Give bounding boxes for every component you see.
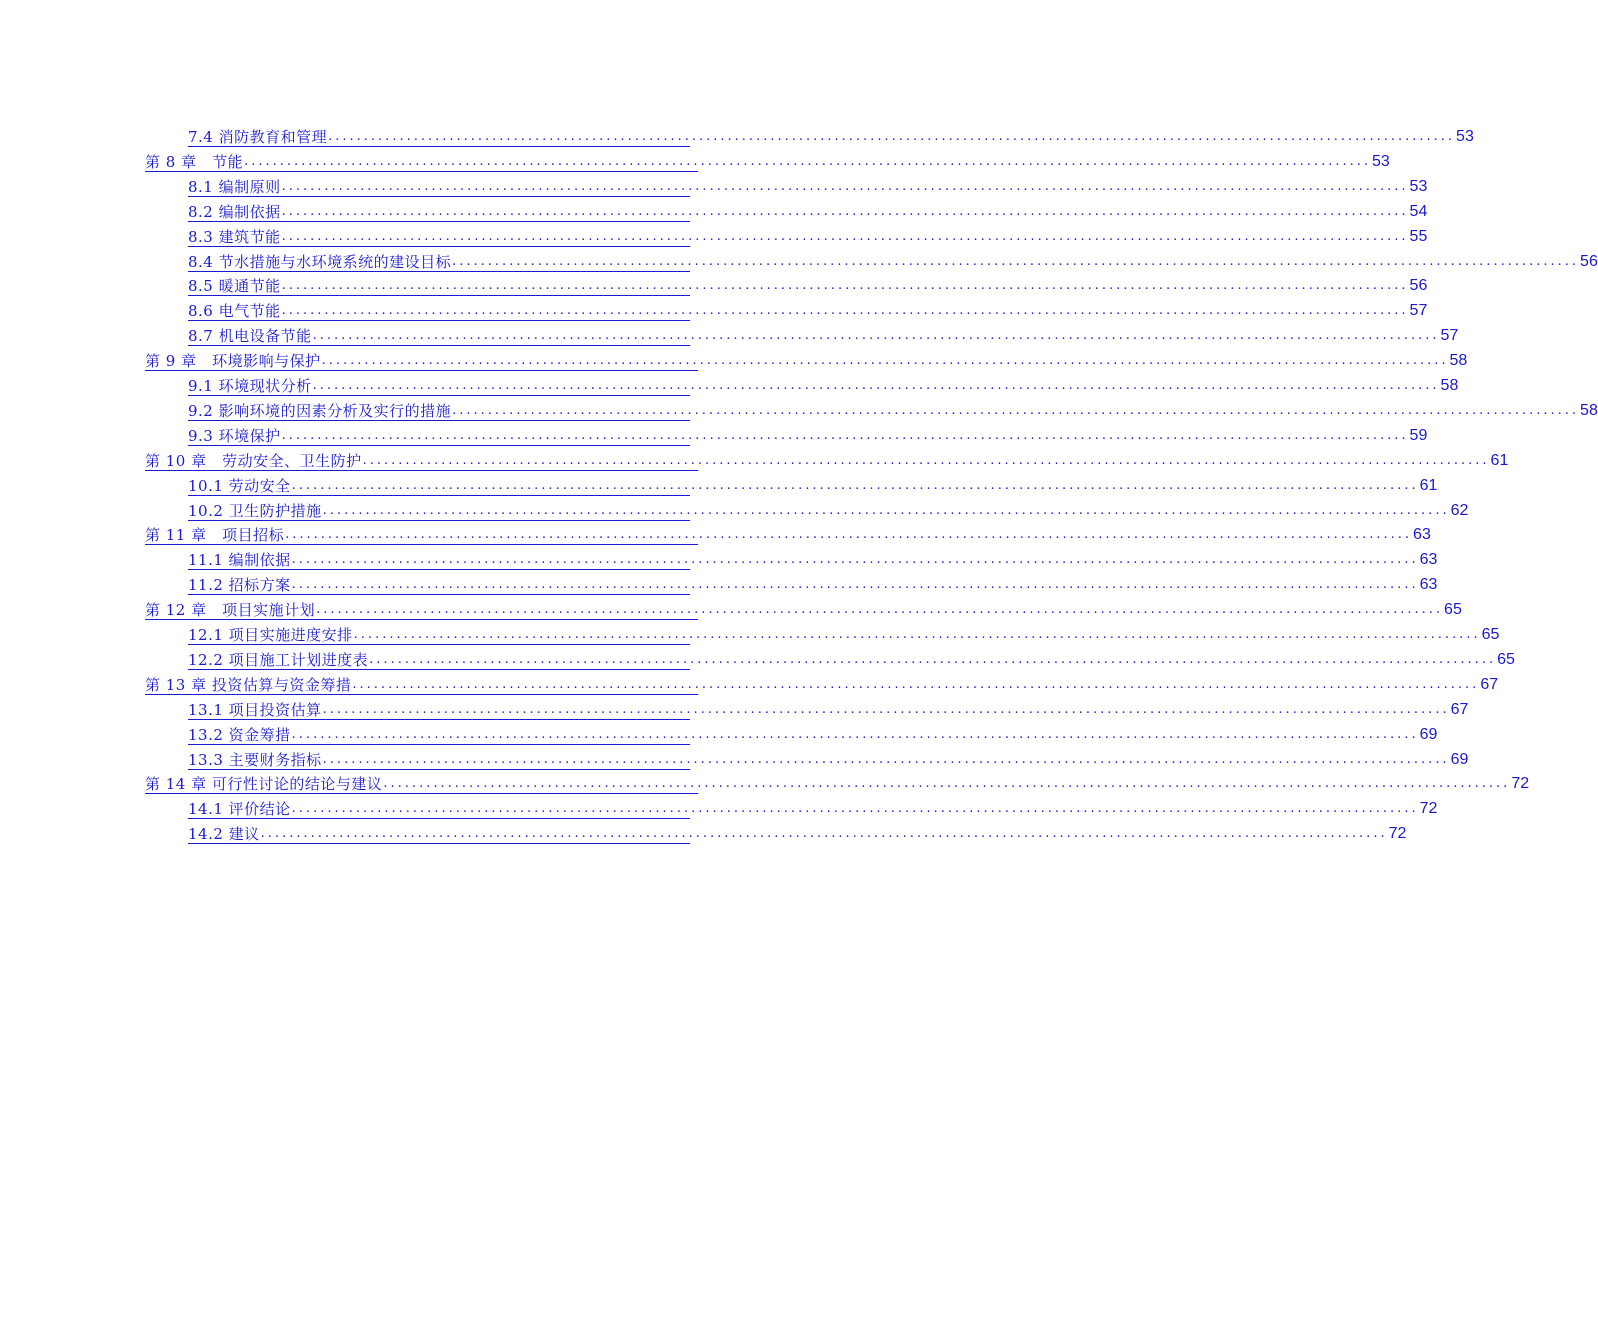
toc-dot-leader: .............................................................................................................................................................. bbox=[369, 651, 1497, 667]
toc-page-number: 62 bbox=[1450, 501, 1469, 519]
toc-page-number: 69 bbox=[1450, 750, 1469, 768]
toc-dot-leader: .............................................................................................................................................................. bbox=[316, 602, 1444, 618]
toc-section-entry[interactable] bbox=[188, 473, 1438, 496]
toc-page-number: 53 bbox=[1409, 177, 1428, 195]
toc-entry-label: 8.3 建筑节能 bbox=[188, 227, 281, 246]
toc-section-entry[interactable] bbox=[188, 547, 1438, 570]
toc-dot-leader: .............................................................................................................................................................. bbox=[285, 527, 1413, 543]
toc-section-entry[interactable] bbox=[188, 821, 1407, 844]
toc-chapter-entry[interactable] bbox=[145, 448, 1509, 471]
toc-page-number: 56 bbox=[1409, 277, 1428, 295]
toc-section-entry[interactable] bbox=[188, 747, 1469, 770]
toc-entry-label: 第 9 章 环境影响与保护 bbox=[145, 352, 321, 371]
toc-dot-leader: .............................................................................................................................................................. bbox=[281, 427, 1409, 443]
toc-page-number: 53 bbox=[1372, 152, 1390, 170]
toc-entry-label: 第 13 章 投资估算与资金筹措 bbox=[145, 675, 352, 694]
toc-page-number: 65 bbox=[1497, 650, 1515, 668]
toc-dot-leader: .............................................................................................................................................................. bbox=[362, 452, 1490, 468]
toc-dot-leader: .............................................................................................................................................................. bbox=[383, 776, 1511, 792]
toc-dot-leader: .............................................................................................................................................................. bbox=[321, 353, 1449, 369]
toc-section-entry[interactable] bbox=[188, 423, 1428, 446]
toc-section-entry[interactable] bbox=[188, 722, 1438, 745]
toc-chapter-entry[interactable] bbox=[145, 522, 1431, 545]
toc-entry-label: 14.1 评价结论 bbox=[188, 800, 291, 819]
toc-dot-leader: .............................................................................................................................................................. bbox=[281, 278, 1409, 294]
toc-section-entry[interactable] bbox=[188, 273, 1428, 296]
toc-dot-leader: .............................................................................................................................................................. bbox=[322, 701, 1450, 717]
toc-entry-label: 11.1 编制依据 bbox=[188, 551, 291, 570]
toc-page-number: 58 bbox=[1449, 352, 1468, 370]
toc-page-number: 54 bbox=[1409, 202, 1428, 220]
toc-page-number: 61 bbox=[1490, 451, 1509, 469]
toc-dot-leader: .............................................................................................................................................................. bbox=[312, 378, 1440, 393]
toc-page-number: 72 bbox=[1388, 825, 1407, 843]
toc-dot-leader: .............................................................................................................................................................. bbox=[312, 328, 1440, 344]
toc-entry-label: 8.2 编制依据 bbox=[188, 202, 281, 221]
toc-section-entry[interactable] bbox=[188, 572, 1438, 595]
toc-dot-leader: .............................................................................................................................................................. bbox=[352, 676, 1480, 692]
toc-dot-leader: .............................................................................................................................................................. bbox=[244, 153, 1372, 169]
toc-entry-label: 8.6 电气节能 bbox=[188, 302, 281, 321]
toc-chapter-entry[interactable] bbox=[145, 149, 1390, 172]
toc-page-number: 72 bbox=[1511, 775, 1530, 793]
toc-page-number: 72 bbox=[1419, 800, 1438, 818]
toc-dot-leader: .............................................................................................................................................................. bbox=[322, 502, 1450, 518]
toc-section-entry[interactable] bbox=[188, 199, 1428, 222]
toc-dot-leader: .............................................................................................................................................................. bbox=[322, 751, 1450, 767]
toc-entry-label: 13.1 项目投资估算 bbox=[188, 700, 322, 719]
toc-section-entry[interactable] bbox=[188, 796, 1438, 819]
toc-page-number: 63 bbox=[1413, 526, 1431, 544]
toc-page-number: 69 bbox=[1419, 725, 1438, 743]
toc-entry-label: 12.2 项目施工计划进度表 bbox=[188, 650, 369, 669]
toc-dot-leader: .............................................................................................................................................................. bbox=[281, 228, 1409, 244]
toc-section-entry[interactable] bbox=[188, 622, 1500, 645]
toc-section-entry[interactable] bbox=[188, 249, 1598, 272]
toc-page-number: 63 bbox=[1419, 551, 1438, 569]
toc-entry-label: 12.1 项目实施进度安排 bbox=[188, 626, 353, 644]
toc-section-entry[interactable] bbox=[188, 174, 1428, 197]
toc-section-entry[interactable] bbox=[188, 224, 1428, 247]
toc-section-entry[interactable] bbox=[188, 124, 1474, 147]
toc-chapter-entry[interactable] bbox=[145, 672, 1499, 695]
toc-entry-label: 第 10 章 劳动安全、卫生防护 bbox=[145, 451, 362, 470]
toc-page-number: 61 bbox=[1419, 476, 1438, 494]
toc-section-entry[interactable] bbox=[188, 647, 1515, 670]
toc-page-number: 59 bbox=[1409, 426, 1428, 444]
toc-section-entry[interactable] bbox=[188, 697, 1469, 720]
toc-entry-label: 8.1 编制原则 bbox=[188, 177, 281, 196]
toc-section-entry[interactable] bbox=[188, 398, 1598, 421]
toc-entry-label: 9.1 环境现状分析 bbox=[188, 377, 312, 395]
toc-entry-label: 8.5 暖通节能 bbox=[188, 277, 281, 296]
toc-dot-leader: .............................................................................................................................................................. bbox=[281, 178, 1409, 194]
toc-page-number: 53 bbox=[1456, 128, 1474, 145]
toc-entry-label: 11.2 招标方案 bbox=[188, 576, 291, 595]
toc-dot-leader: .............................................................................................................................................................. bbox=[353, 627, 1481, 642]
toc-entry-label: 9.3 环境保护 bbox=[188, 426, 281, 445]
toc-page-number: 57 bbox=[1440, 327, 1459, 345]
toc-entry-label: 第 11 章 项目招标 bbox=[145, 526, 285, 545]
toc-page-number: 67 bbox=[1450, 700, 1469, 718]
toc-entry-label: 8.4 节水措施与水环境系统的建设目标 bbox=[188, 252, 452, 271]
toc-page-number: 65 bbox=[1444, 601, 1462, 619]
toc-page-number: 57 bbox=[1409, 302, 1428, 320]
toc-page-number: 67 bbox=[1480, 675, 1499, 693]
toc-section-entry[interactable] bbox=[188, 373, 1459, 396]
toc-section-entry[interactable] bbox=[188, 498, 1469, 521]
toc-dot-leader: .............................................................................................................................................................. bbox=[291, 726, 1419, 742]
toc-entry-label: 13.2 资金筹措 bbox=[188, 725, 291, 744]
toc-dot-leader: .............................................................................................................................................................. bbox=[291, 552, 1419, 568]
toc-entry-label: 第 12 章 项目实施计划 bbox=[145, 601, 316, 620]
toc-section-entry[interactable] bbox=[188, 298, 1428, 321]
toc-dot-leader: .............................................................................................................................................................. bbox=[281, 303, 1409, 319]
toc-dot-leader: .............................................................................................................................................................. bbox=[260, 826, 1388, 842]
toc-entry-label: 7.4 消防教育和管理 bbox=[188, 128, 328, 146]
toc-dot-leader: .............................................................................................................................................................. bbox=[452, 253, 1580, 269]
toc-dot-leader: .............................................................................................................................................................. bbox=[291, 577, 1419, 593]
toc-entry-label: 10.1 劳动安全 bbox=[188, 476, 291, 495]
toc-dot-leader: .............................................................................................................................................................. bbox=[291, 477, 1419, 493]
toc-page-number: 58 bbox=[1440, 377, 1459, 394]
toc-section-entry[interactable] bbox=[188, 323, 1459, 346]
toc-entry-label: 9.2 影响环境的因素分析及实行的措施 bbox=[188, 401, 452, 420]
toc-page-number: 55 bbox=[1409, 227, 1428, 245]
toc-page-number: 56 bbox=[1580, 252, 1598, 270]
toc-entry-label: 第 8 章 节能 bbox=[145, 152, 244, 171]
toc-page-number: 63 bbox=[1419, 576, 1438, 594]
toc-dot-leader: .............................................................................................................................................................. bbox=[452, 402, 1580, 418]
toc-dot-leader: .............................................................................................................................................................. bbox=[291, 801, 1419, 817]
toc-entry-label: 第 14 章 可行性讨论的结论与建议 bbox=[145, 775, 383, 794]
toc-entry-label: 13.3 主要财务指标 bbox=[188, 750, 322, 769]
toc-page-number: 65 bbox=[1481, 626, 1500, 643]
toc-entry-label: 8.7 机电设备节能 bbox=[188, 327, 312, 346]
toc-dot-leader: .............................................................................................................................................................. bbox=[328, 129, 1456, 144]
toc-entry-label: 14.2 建议 bbox=[188, 825, 260, 844]
toc-chapter-entry[interactable] bbox=[145, 348, 1468, 371]
toc-chapter-entry[interactable] bbox=[145, 597, 1462, 620]
toc-page-number: 58 bbox=[1580, 401, 1598, 419]
toc-dot-leader: .............................................................................................................................................................. bbox=[281, 203, 1409, 219]
toc-entry-label: 10.2 卫生防护措施 bbox=[188, 501, 322, 520]
toc-chapter-entry[interactable] bbox=[145, 771, 1530, 794]
